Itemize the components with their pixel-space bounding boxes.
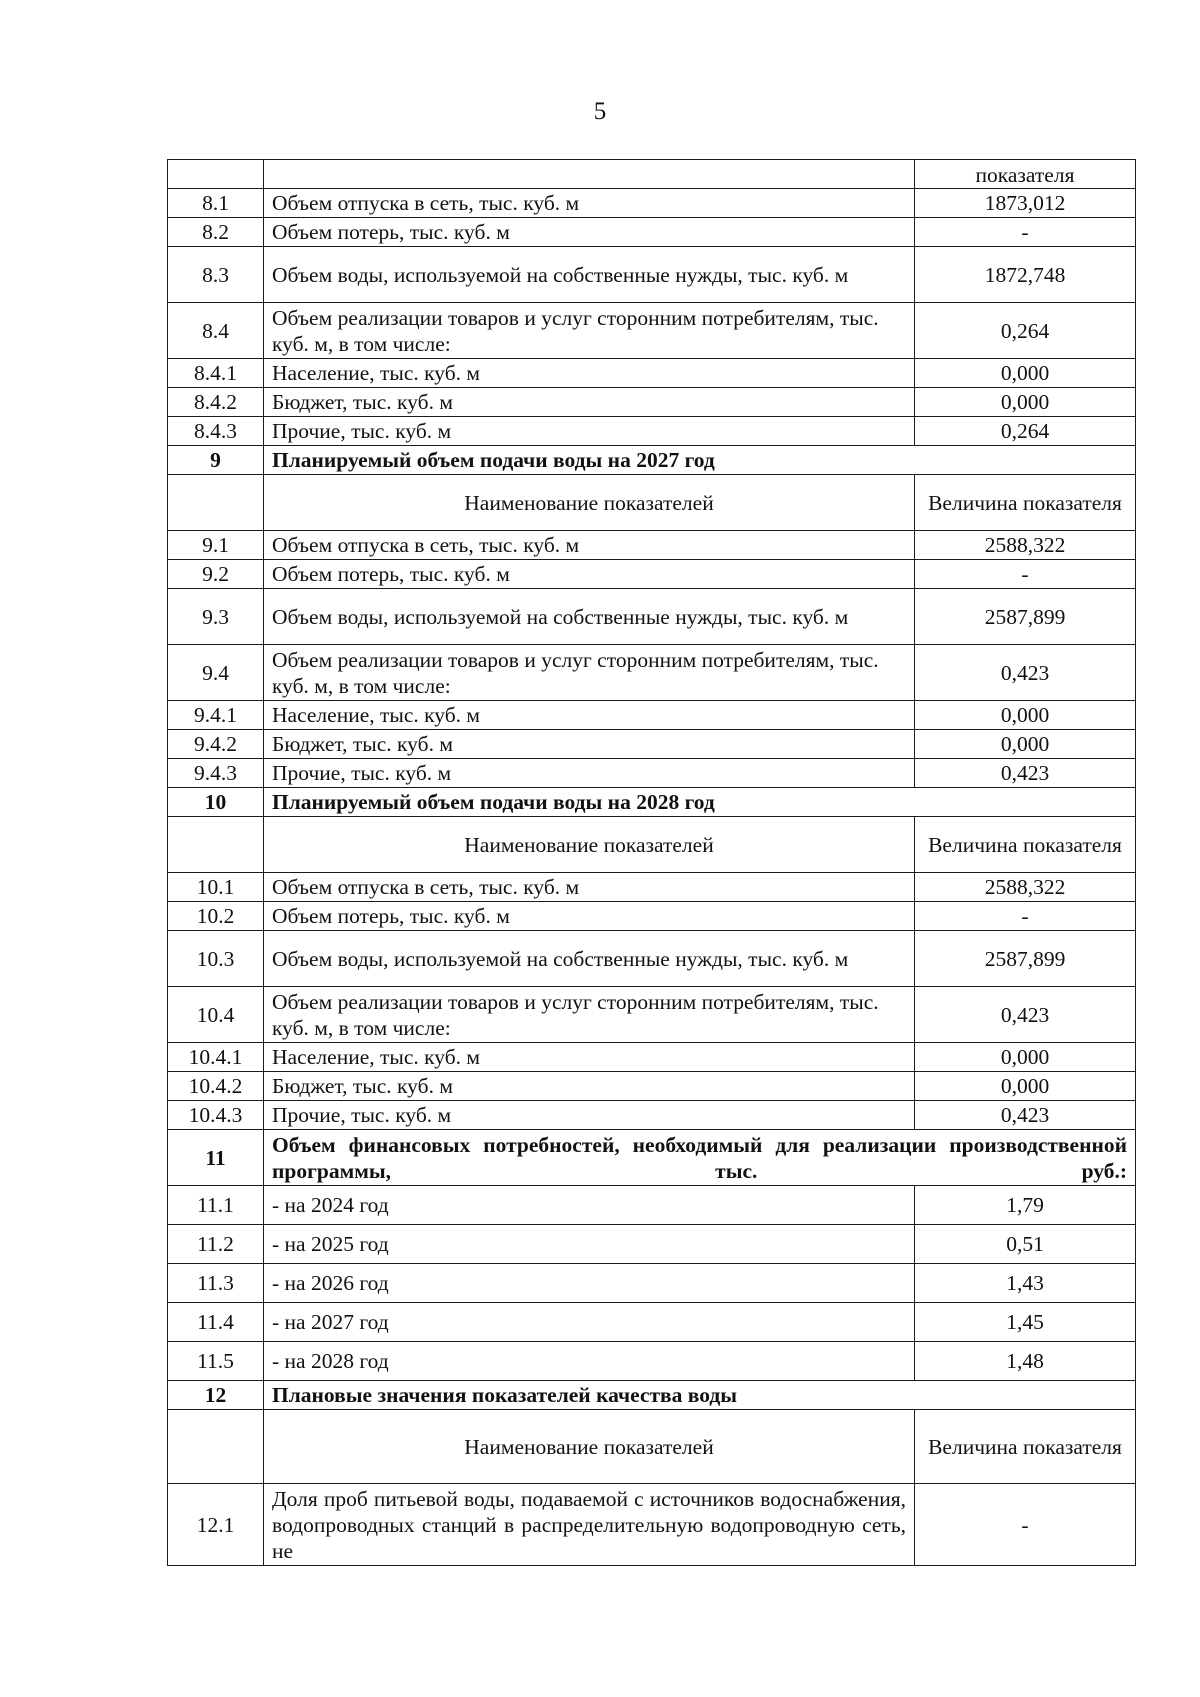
section-number: 12 — [168, 1381, 264, 1410]
row-number: 8.4.2 — [168, 388, 264, 417]
row-name: Объем отпуска в сеть, тыс. куб. м — [264, 531, 915, 560]
table-row — [168, 645, 1136, 701]
row-number: 10.2 — [168, 902, 264, 931]
row-name: Объем потерь, тыс. куб. м — [264, 218, 915, 247]
row-name: Объем отпуска в сеть, тыс. куб. м — [264, 873, 915, 902]
num-cell — [168, 817, 264, 873]
row-name: Объем воды, используемой на собственные нужды, тыс. куб. м — [264, 589, 915, 645]
row-name: Объем воды, используемой на собственные нужды, тыс. куб. м — [264, 247, 915, 303]
row-name: Объем отпуска в сеть, тыс. куб. м — [264, 189, 915, 218]
row-value: 0,423 — [915, 759, 1136, 788]
row-value: - — [915, 218, 1136, 247]
table-row — [168, 388, 1136, 417]
column-header-name: Наименование показателей — [264, 475, 915, 531]
row-name: Прочие, тыс. куб. м — [264, 759, 915, 788]
row-name: Объем воды, используемой на собственные нужды, тыс. куб. м — [264, 931, 915, 987]
column-header-row — [168, 817, 1136, 873]
row-number: 9.1 — [168, 531, 264, 560]
section-title: Планируемый объем подачи воды на 2028 год — [264, 788, 1136, 817]
row-name: Объем реализации товаров и услуг сторонним потребителям, тыс. куб. м, в том числе: — [264, 303, 915, 359]
row-name: Бюджет, тыс. куб. м — [264, 1072, 915, 1101]
row-number: 9.4.3 — [168, 759, 264, 788]
row-name: Доля проб питьевой воды, подаваемой с источников водоснабжения, водопроводных станций в распределительную водопроводную сеть, не — [264, 1484, 915, 1566]
row-number: 10.3 — [168, 931, 264, 987]
section-title: Планируемый объем подачи воды на 2027 год — [264, 446, 1136, 475]
row-value: - — [915, 902, 1136, 931]
row-value: 0,264 — [915, 417, 1136, 446]
row-value: 0,000 — [915, 730, 1136, 759]
row-number: 8.2 — [168, 218, 264, 247]
row-value: 1,48 — [915, 1342, 1136, 1381]
row-number: 8.4.3 — [168, 417, 264, 446]
section-heading-row — [168, 788, 1136, 817]
table-row — [168, 873, 1136, 902]
table-row — [168, 987, 1136, 1043]
table-row — [168, 417, 1136, 446]
row-number: 9.4.2 — [168, 730, 264, 759]
page-number: 5 — [593, 98, 607, 125]
row-value: 1,79 — [915, 1186, 1136, 1225]
section-title: Плановые значения показателей качества воды — [264, 1381, 1136, 1410]
value-header-cell: показателя — [915, 160, 1136, 189]
row-value: 0,000 — [915, 388, 1136, 417]
row-number: 11.2 — [168, 1225, 264, 1264]
row-name: - на 2025 год — [264, 1225, 915, 1264]
table-row — [168, 247, 1136, 303]
row-value: - — [915, 1484, 1136, 1566]
row-number: 9.2 — [168, 560, 264, 589]
column-header-name: Наименование показателей — [264, 1410, 915, 1484]
row-name: Объем реализации товаров и услуг сторонним потребителям, тыс. куб. м, в том числе: — [264, 987, 915, 1043]
table-row — [168, 1225, 1136, 1264]
table-row — [168, 1072, 1136, 1101]
section-heading-row — [168, 446, 1136, 475]
table-row — [168, 759, 1136, 788]
row-number: 9.3 — [168, 589, 264, 645]
row-number: 9.4.1 — [168, 701, 264, 730]
row-number: 10.1 — [168, 873, 264, 902]
program-table — [167, 159, 1136, 1566]
row-number: 10.4.2 — [168, 1072, 264, 1101]
row-value: 0,423 — [915, 1101, 1136, 1130]
row-value: - — [915, 560, 1136, 589]
row-number: 12.1 — [168, 1484, 264, 1566]
table-row — [168, 1264, 1136, 1303]
row-number: 8.1 — [168, 189, 264, 218]
row-name: Прочие, тыс. куб. м — [264, 1101, 915, 1130]
num-cell — [168, 1410, 264, 1484]
row-name: Прочие, тыс. куб. м — [264, 417, 915, 446]
row-value: 2588,322 — [915, 873, 1136, 902]
table-row — [168, 701, 1136, 730]
row-name: - на 2024 год — [264, 1186, 915, 1225]
row-value: 0,423 — [915, 645, 1136, 701]
row-value: 1,45 — [915, 1303, 1136, 1342]
table-row — [168, 931, 1136, 987]
table-row — [168, 1303, 1136, 1342]
row-name: Население, тыс. куб. м — [264, 1043, 915, 1072]
table-row — [168, 730, 1136, 759]
table-row — [168, 531, 1136, 560]
table-row — [168, 359, 1136, 388]
column-header-value: Величина показателя — [915, 475, 1136, 531]
row-number: 8.4.1 — [168, 359, 264, 388]
row-value: 0,000 — [915, 1043, 1136, 1072]
table-row — [168, 560, 1136, 589]
table-row — [168, 1484, 1136, 1566]
row-number: 10.4 — [168, 987, 264, 1043]
table-row — [168, 218, 1136, 247]
row-name: Бюджет, тыс. куб. м — [264, 388, 915, 417]
column-header-row — [168, 1410, 1136, 1484]
row-value: 0,000 — [915, 359, 1136, 388]
num-cell — [168, 475, 264, 531]
column-header-name: Наименование показателей — [264, 817, 915, 873]
row-value: 1872,748 — [915, 247, 1136, 303]
section-heading-row — [168, 1381, 1136, 1410]
table-row — [168, 1043, 1136, 1072]
row-name: Население, тыс. куб. м — [264, 359, 915, 388]
column-header-row — [168, 475, 1136, 531]
section-number: 9 — [168, 446, 264, 475]
row-number: 11.1 — [168, 1186, 264, 1225]
row-name: Объем потерь, тыс. куб. м — [264, 560, 915, 589]
table-row — [168, 902, 1136, 931]
row-value: 0,51 — [915, 1225, 1136, 1264]
row-number: 11.3 — [168, 1264, 264, 1303]
continued-header-row — [168, 160, 1136, 189]
row-name: Население, тыс. куб. м — [264, 701, 915, 730]
table-row — [168, 1101, 1136, 1130]
row-number: 8.4 — [168, 303, 264, 359]
table-row — [168, 189, 1136, 218]
row-name: - на 2026 год — [264, 1264, 915, 1303]
row-name: - на 2027 год — [264, 1303, 915, 1342]
table-row — [168, 1186, 1136, 1225]
row-name: Объем потерь, тыс. куб. м — [264, 902, 915, 931]
section-number: 10 — [168, 788, 264, 817]
section-heading-row — [168, 1130, 1136, 1186]
table-row — [168, 303, 1136, 359]
row-value: 0,000 — [915, 701, 1136, 730]
row-name: - на 2028 год — [264, 1342, 915, 1381]
section-number: 11 — [168, 1130, 264, 1186]
row-value: 1,43 — [915, 1264, 1136, 1303]
row-value: 2587,899 — [915, 589, 1136, 645]
row-value: 0,000 — [915, 1072, 1136, 1101]
table-row — [168, 1342, 1136, 1381]
row-number: 10.4.3 — [168, 1101, 264, 1130]
row-name: Объем реализации товаров и услуг сторонним потребителям, тыс. куб. м, в том числе: — [264, 645, 915, 701]
row-value: 2588,322 — [915, 531, 1136, 560]
row-number: 9.4 — [168, 645, 264, 701]
num-cell — [168, 160, 264, 189]
table-row — [168, 589, 1136, 645]
row-name: Бюджет, тыс. куб. м — [264, 730, 915, 759]
row-value: 0,264 — [915, 303, 1136, 359]
column-header-value: Величина показателя — [915, 817, 1136, 873]
row-value: 1873,012 — [915, 189, 1136, 218]
row-value: 0,423 — [915, 987, 1136, 1043]
section-title: Объем финансовых потребностей, необходимый для реализации производственной программы, тыс. руб.: — [264, 1130, 1136, 1186]
row-number: 10.4.1 — [168, 1043, 264, 1072]
column-header-value: Величина показателя — [915, 1410, 1136, 1484]
name-cell — [264, 160, 915, 189]
row-number: 8.3 — [168, 247, 264, 303]
row-value: 2587,899 — [915, 931, 1136, 987]
row-number: 11.5 — [168, 1342, 264, 1381]
row-number: 11.4 — [168, 1303, 264, 1342]
